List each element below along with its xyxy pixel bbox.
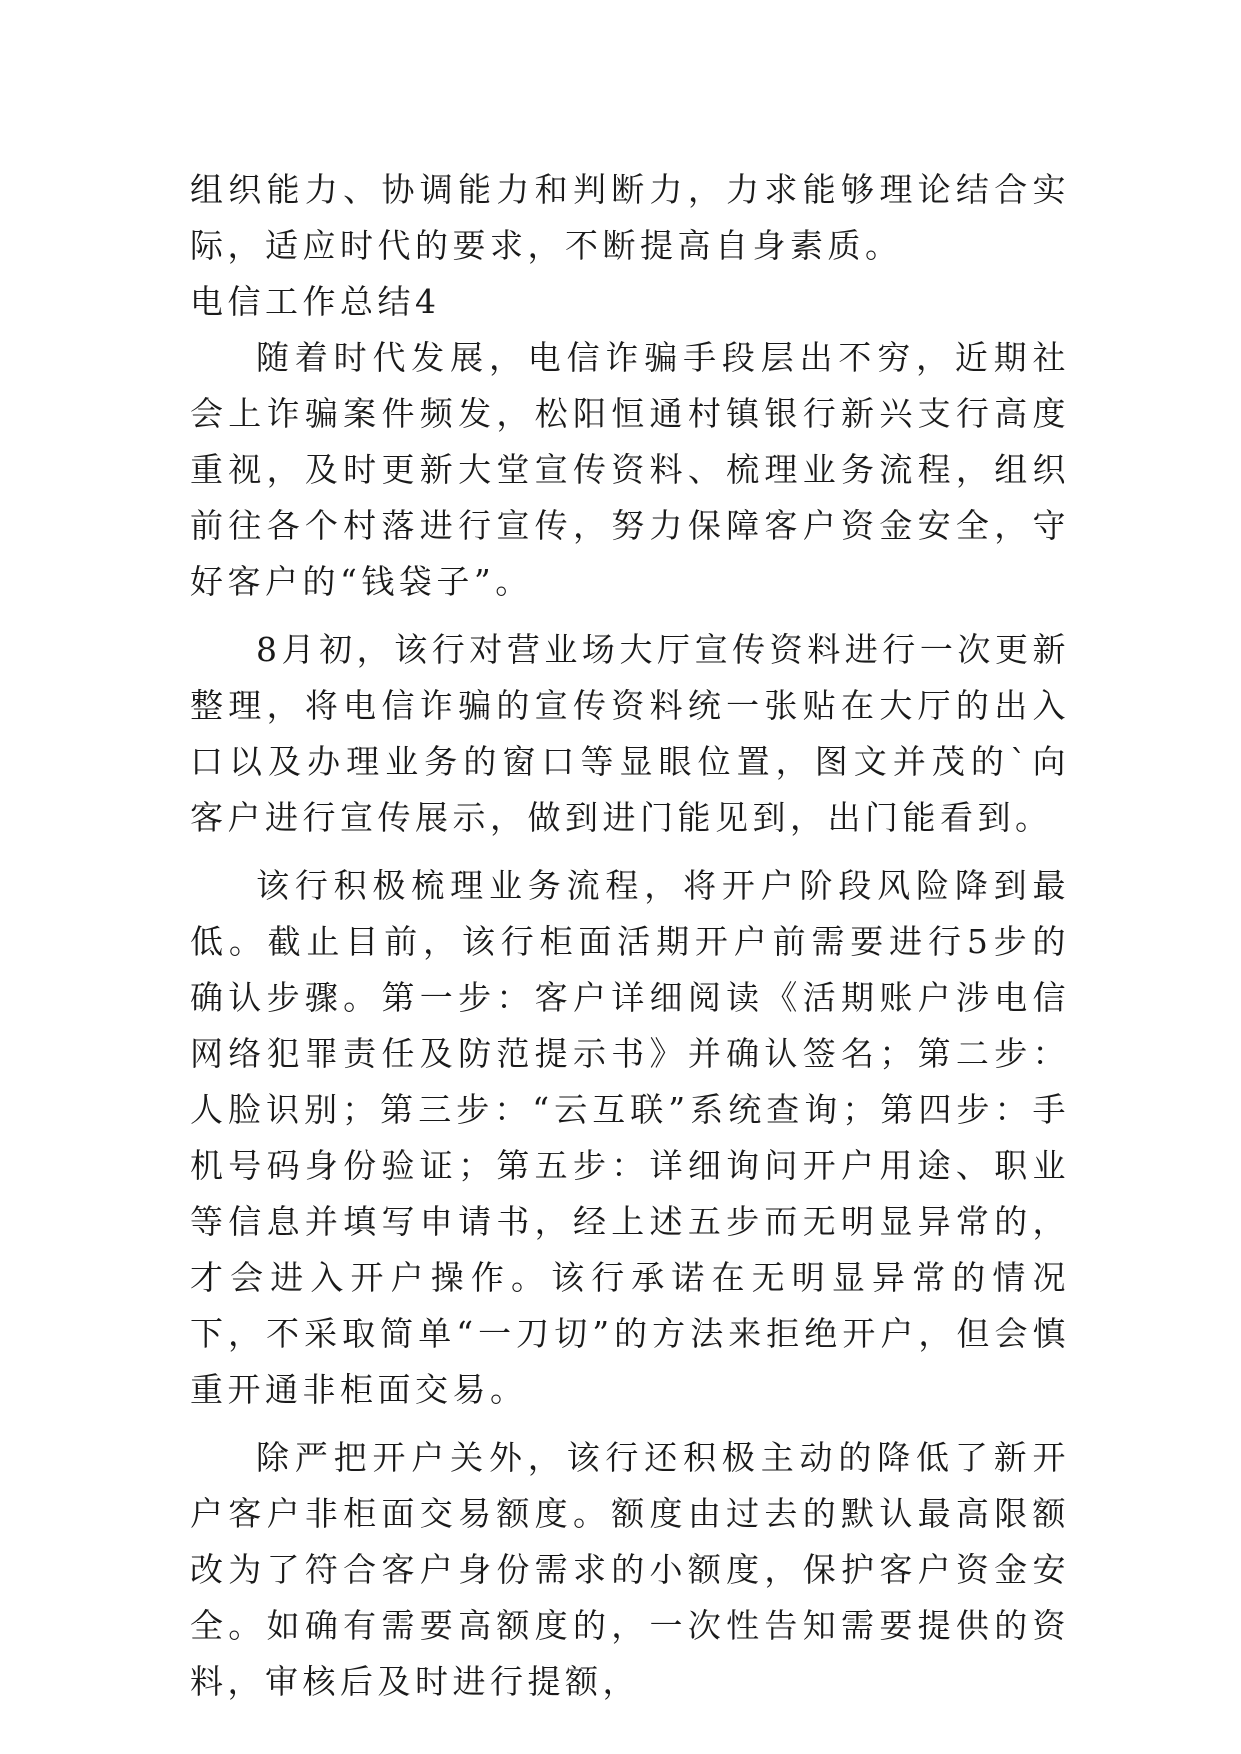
body-paragraph: 随着时代发展，电信诈骗手段层出不穷，近期社会上诈骗案件频发，松阳恒通村镇银行新兴支行高度重视，及时更新大堂宣传资料、梳理业务流程，组织前往各个村落进行宣传，努力保障客户资金安全，守好客户的“钱袋子”。 — [190, 338, 1070, 601]
body-paragraph: 8月初，该行对营业场大厅宣传资料进行一次更新整理，将电信诈骗的宣传资料统一张贴在大厅的出入口以及办理业务的窗口等显眼位置，图文并茂的`向客户进行宣传展示，做到进门能见到，出门能看到。 — [190, 630, 1070, 837]
section-heading: 电信工作总结4 — [190, 282, 441, 321]
body-paragraph: 除严把开户关外，该行还积极主动的降低了新开户客户非柜面交易额度。额度由过去的默认最高限额改为了符合客户身份需求的小额度，保护客户资金安全。如确有需要高额度的，一次性告知需要提供的资料，审核后及时进行提额， — [190, 1438, 1070, 1701]
body-paragraph: 该行积极梳理业务流程，将开户阶段风险降到最低。截止目前，该行柜面活期开户前需要进行5步的确认步骤。第一步：客户详细阅读《活期账户涉电信网络犯罪责任及防范提示书》并确认签名；第二步：人脸识别；第三步：“云互联”系统查询；第四步：手机号码身份验证；第五步：详细询问开户用途、职业等信息并填写申请书，经上述五步而无明显异常的，才会进入开户操作。该行承诺在无明显异常的情况下，不采取简单“一刀切”的方法来拒绝开户，但会慎重开通非柜面交易。 — [190, 866, 1070, 1409]
continuation-paragraph: 组织能力、协调能力和判断力，力求能够理论结合实际，适应时代的要求，不断提高自身素质。 — [190, 170, 1070, 265]
document-body — [190, 162, 1070, 1710]
